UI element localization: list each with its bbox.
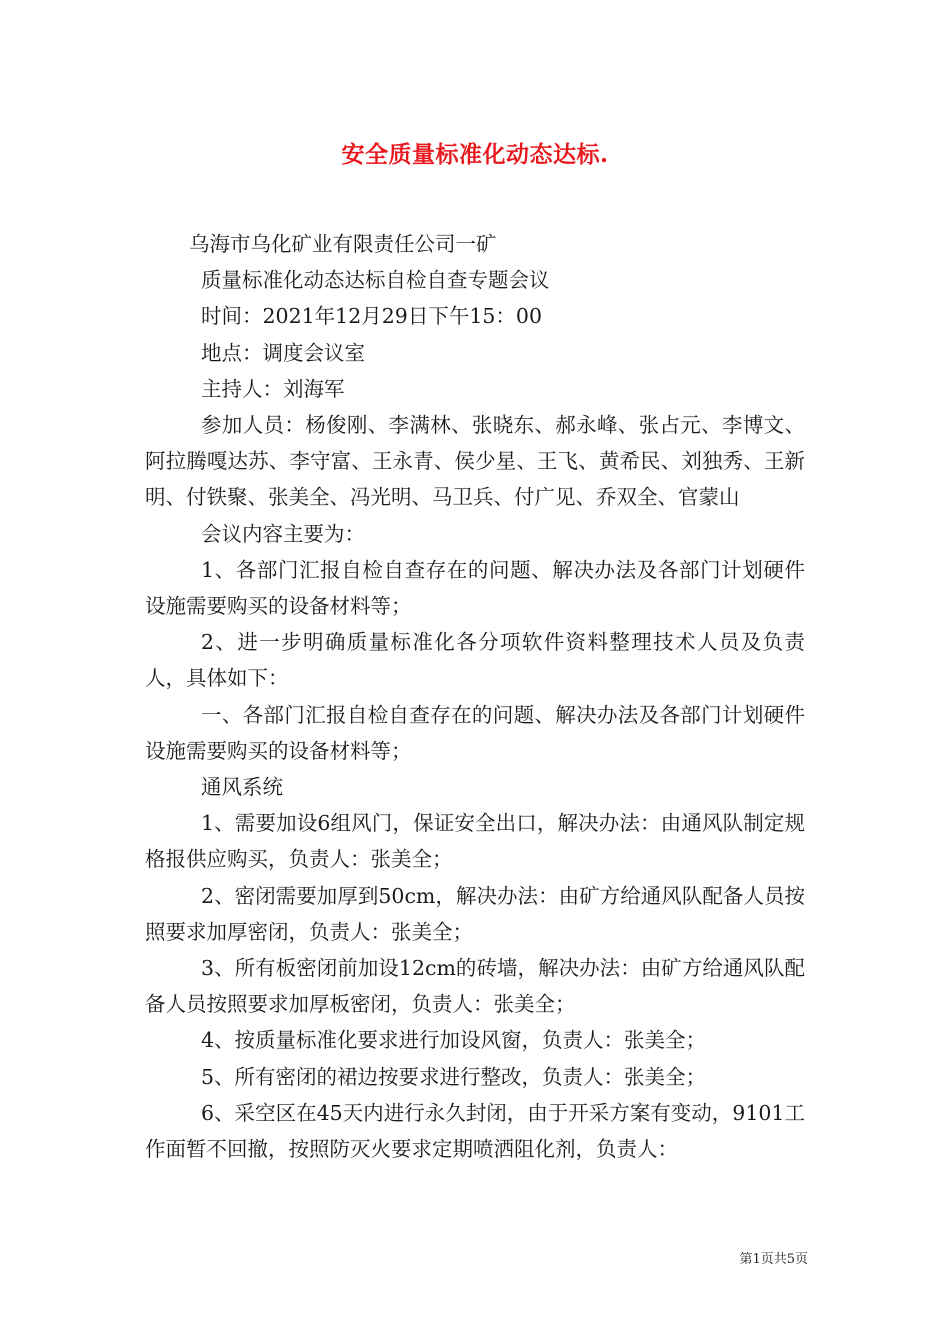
meeting-location: 地点：调度会议室 (201, 340, 365, 365)
document-body (145, 226, 805, 1167)
ventilation-item: 3、所有板密闭前加设12cm的砖墙，解决办法：由矿方给通风队配备人员按照要求加厚板密闭，负责人：张美全； (145, 956, 805, 1017)
page-number: 第1页共5页 (739, 1252, 808, 1267)
meeting-subject: 质量标准化动态达标自检自查专题会议 (201, 268, 550, 293)
content-item: 1、各部门汇报自检自查存在的问题、解决办法及各部门计划硬件设施需要购买的设备材料等； (145, 557, 805, 619)
meeting-host: 主持人：刘海军 (201, 376, 345, 401)
section-heading-ventilation: 通风系统 (201, 775, 283, 800)
ventilation-item: 4、按质量标准化要求进行加设风窗，负责人：张美全； (201, 1028, 707, 1053)
meeting-content-heading: 会议内容主要为： (201, 521, 365, 546)
content-item: 2、进一步明确质量标准化各分项软件资料整理技术人员及负责人，具体如下： (145, 630, 805, 691)
meeting-time: 时间：2021年12月29日下午15：00 (201, 304, 543, 329)
ventilation-item: 2、密闭需要加厚到50cm，解决办法：由矿方给通风队配备人员按照要求加厚密闭，负责人：张美全； (145, 883, 805, 944)
ventilation-item: 6、采空区在45天内进行永久封闭，由于开采方案有变动，9101工作面暂不回撤，按照防灭火要求定期喷洒阻化剂，负责人： (145, 1100, 805, 1162)
ventilation-item: 5、所有密闭的裙边按要求进行整改，负责人：张美全； (201, 1064, 707, 1089)
section-item: 一、各部门汇报自检自查存在的问题、解决办法及各部门计划硬件设施需要购买的设备材料等； (145, 702, 805, 763)
company-name: 乌海市乌化矿业有限责任公司一矿 (189, 232, 497, 256)
ventilation-item: 1、需要加设6组风门，保证安全出口，解决办法：由通风队制定规格报供应购买，负责人：张美全； (145, 811, 805, 872)
document-title: 安全质量标准化动态达标. (341, 141, 609, 168)
meeting-attendees: 参加人员：杨俊刚、李满林、张晓东、郝永峰、张占元、李博文、阿拉腾嘎达苏、李守富、王永青、侯少星、王飞、黄希民、刘独秀、王新明、付铁聚、张美全、冯光明、马卫兵、付广见、乔双全、官蒙山 (145, 413, 805, 510)
